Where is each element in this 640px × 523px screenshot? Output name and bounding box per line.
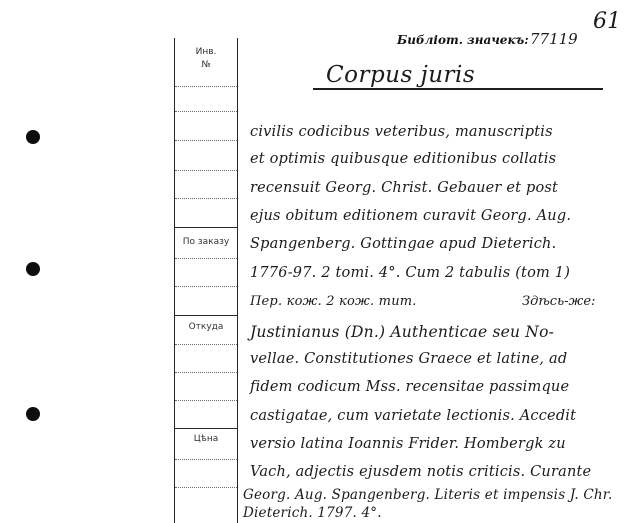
text-line: vellae. Constitutiones Graece et latine, ad [250, 351, 568, 367]
price-label: Цѣна [193, 434, 219, 444]
num-label: № [201, 60, 211, 70]
dotted-line [175, 86, 237, 87]
text-line: Dieterich. 1797. 4°. [243, 505, 382, 521]
dotted-line [175, 344, 237, 345]
dotted-line [175, 111, 237, 112]
text-line: fidem codicum Mss. recensitae passimque [250, 379, 570, 395]
text-line: Spangenberg. Gottingae apud Dieterich. [250, 236, 557, 252]
order-label: По заказу [182, 237, 230, 247]
dotted-line [175, 459, 237, 460]
inv-label: Инв. [195, 47, 217, 57]
dotted-line [175, 400, 237, 401]
dotted-line [175, 258, 237, 259]
text-line: versio latina Ioannis Frider. Hombergk zu [250, 436, 566, 452]
text-line: recensuit Georg. Christ. Gebauer et post [250, 180, 559, 196]
source-label: Откуда [188, 322, 224, 332]
library-mark-value: 77119 [530, 30, 578, 48]
left-column-rule-inner [237, 38, 238, 523]
text-line: Justinianus (Dn.) Authenticae seu No- [250, 323, 555, 341]
title-underline [313, 88, 603, 90]
text-line: civilis codicibus veteribus, manuscriptis [250, 124, 553, 140]
punch-hole-top [26, 130, 40, 144]
section-separator [175, 428, 237, 429]
section-separator [175, 315, 237, 316]
title: Corpus juris [326, 62, 476, 88]
dotted-line [175, 372, 237, 373]
text-line: castigatae, cum varietate lectionis. Accedit [250, 408, 577, 424]
text-line: et optimis quibusque editionibus collatis [250, 151, 557, 167]
corner-number: 61 [593, 9, 621, 34]
library-mark-label: Библіот. значекъ: [397, 33, 529, 47]
dotted-line [175, 198, 237, 199]
text-line: Vach, adjectis ejusdem notis criticis. Curante [250, 464, 592, 480]
text-line: ejus obitum editionem curavit Georg. Aug. [250, 208, 572, 224]
punch-hole-middle [26, 262, 40, 276]
same-note: Здѣсь-же: [522, 294, 596, 309]
dotted-line [175, 140, 237, 141]
dotted-line [175, 170, 237, 171]
text-line: 1776-97. 2 tomi. 4°. Cum 2 tabulis (tom 1) [250, 265, 571, 281]
binding-note: Пер. кож. 2 кож. тит. [250, 294, 417, 309]
dotted-line [175, 487, 237, 488]
text-line: Georg. Aug. Spangenberg. Literis et impensis J. Chr. [243, 487, 613, 503]
section-separator [175, 227, 237, 228]
dotted-line [175, 286, 237, 287]
punch-hole-bottom [26, 407, 40, 421]
